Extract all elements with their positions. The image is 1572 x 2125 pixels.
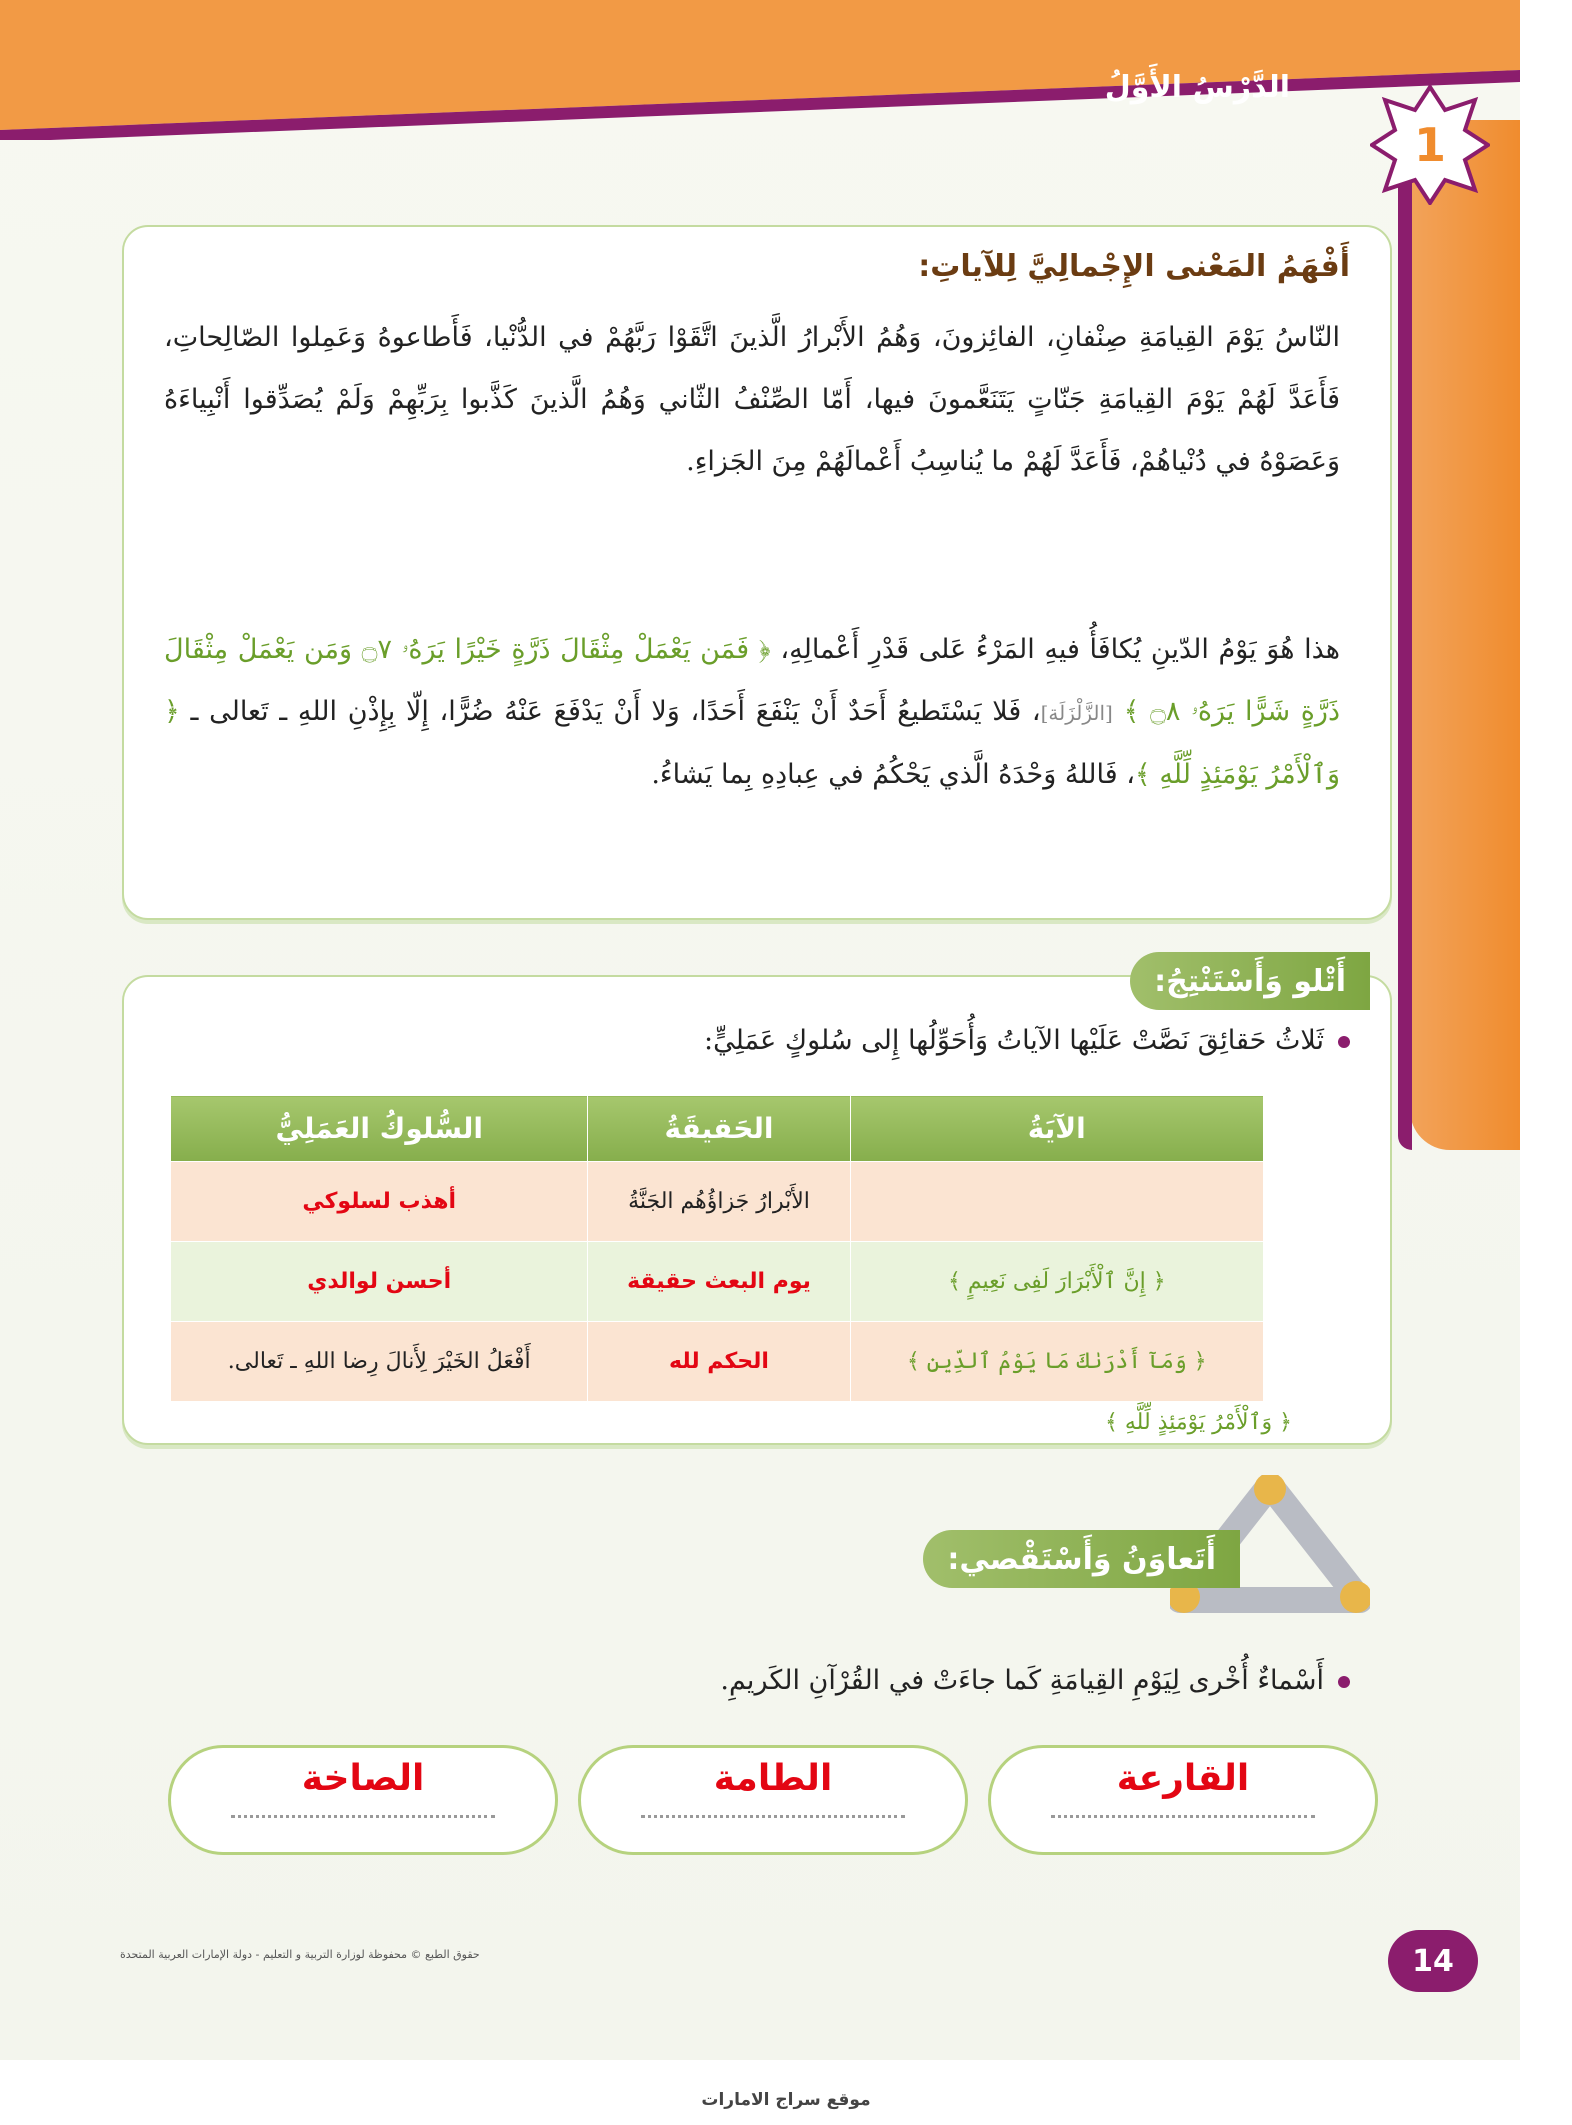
aya-cell: ﴿ إِنَّ ٱلْأَبْرَارَ لَفِى نَعِيمٍ ﴾ — [850, 1242, 1263, 1322]
table-row — [171, 1242, 1264, 1322]
recite-bullet — [704, 1025, 1350, 1056]
behavior-answer[interactable]: أهذب لسلوكي — [171, 1162, 588, 1242]
behavior-answer[interactable]: أحسن لوالدي — [171, 1242, 588, 1322]
answer-pill-1[interactable] — [988, 1745, 1378, 1855]
header-fact: الحَقيقَةُ — [588, 1096, 850, 1162]
cooperate-section-title: أَتَعاوَنُ وَأَسْتَقْصي: — [923, 1530, 1240, 1588]
fact-answer[interactable]: يوم البعث حقيقة — [588, 1242, 850, 1322]
paragraph2-part-b: ، فَلا يَسْتَطيعُ أَحَدٌ أَنْ يَنْفَعَ أَحَدًا، وَلا أَنْ يَدْفَعَ عَنْهُ ضُرًّا، إِلّا بِإِذْنِ اللهِ ـ تَعالى ـ — [190, 696, 1041, 727]
copyright-note: حقوق الطبع © محفوظة لوزارة التربية و التعليم - دولة الإمارات العربية المتحدة — [120, 1948, 480, 1961]
table-row — [171, 1162, 1264, 1242]
meaning-paragraph-2 — [164, 619, 1340, 806]
header-behavior: السُّلوكُ العَمَلِيُّ — [171, 1096, 588, 1162]
aya-cell: ﴿ وَمَآ أَدْرَىٰكَ مَا يَوْمُ ٱلدِّينِ ﴾ — [850, 1322, 1263, 1402]
answer-pill-3[interactable] — [168, 1745, 558, 1855]
site-footer: موقع سراج الامارات — [701, 2090, 871, 2110]
quran-verse-zalzala: ﴿ فَمَن يَعْمَلْ مِثْقَالَ ذَرَّةٍ خَيْرًا يَرَهُۥ ۝٧ وَمَن يَعْمَلْ مِثْقَالَ ذَرَّةٍ شَرًّا يَرَهُۥ ۝٨ ﴾ — [164, 634, 1340, 727]
side-orange-band — [1410, 120, 1520, 1150]
cooperate-bullet — [720, 1665, 1350, 1696]
fact-answer[interactable]: الحكم لله — [588, 1322, 850, 1402]
header-banner — [0, 0, 1520, 140]
answer-pill-2[interactable] — [578, 1745, 968, 1855]
bullet-dot-icon — [1338, 1676, 1350, 1688]
table-row — [171, 1322, 1264, 1402]
cooperate-bullet-text: أَسْماءٌ أُخْرى لِيَوْمِ القِيامَةِ كَما جاءَتْ في القُرْآنِ الكَريمِ. — [720, 1665, 1324, 1696]
lesson-title: الدَّرْسُ الأَوَّلُ — [1104, 70, 1290, 105]
facts-table — [170, 1095, 1264, 1402]
extra-aya: ﴿ وَٱلْأَمْرُ يَوْمَئِذٍ لِّلَّهِ ﴾ — [1105, 1410, 1292, 1435]
paragraph2-part-a: هذا هُوَ يَوْمُ الدّينِ يُكافَأُ فيهِ المَرْءُ عَلى قَدْرِ أَعْمالِهِ، — [780, 634, 1340, 665]
page-number: 14 — [1388, 1930, 1478, 1992]
meaning-section-title: أَفْهَمُ المَعْنى الإِجْمالِيَّ لِلآياتِ: — [918, 249, 1350, 284]
surah-reference: [الزَّلْزَلَة] — [1040, 701, 1113, 725]
recite-section-title: أَتْلو وَأَسْتَنْتِجُ: — [1130, 952, 1370, 1010]
lesson-number: 1 — [1414, 118, 1447, 172]
behavior-cell: أَفْعَلُ الخَيْرَ لِأَنالَ رِضا اللهِ ـ تَعالى. — [171, 1322, 588, 1402]
quran-verse-amr: ﴿ وَٱلْأَمْرُ يَوْمَئِذٍ لِّلَّهِ ﴾ — [164, 696, 1340, 790]
recite-bullet-text: ثَلاثُ حَقائِقَ نَصَّتْ عَلَيْها الآياتُ وَأُحَوِّلُها إِلى سُلوكٍ عَمَلِيٍّ: — [703, 1025, 1324, 1056]
bullet-dot-icon — [1338, 1036, 1350, 1048]
answer-text[interactable]: الطامة — [713, 1757, 833, 1799]
header-aya: الآيَةُ — [850, 1096, 1263, 1162]
meaning-section — [122, 225, 1392, 920]
paragraph2-part-c: ، فَاللهُ وَحْدَهُ الَّذي يَحْكُمُ في عِبادِهِ بِما يَشاءُ. — [651, 759, 1135, 790]
lesson-number-badge — [1370, 85, 1490, 205]
meaning-paragraph-1: النّاسُ يَوْمَ القِيامَةِ صِنْفانِ، الفائِزونَ، وَهُمُ الأَبْرارُ الَّذينَ اتَّقَوْا رَبَّهُمْ في الدُّنْيا، فَأَطاعوهُ وَعَمِلوا الصّالِحاتِ، فَأَعَدَّ لَهُمْ يَوْمَ القِيامَةِ جَنّاتٍ يَتَنَعَّمونَ فيها، أَمّا الصِّنْفُ الثّاني وَهُمُ الَّذينَ كَذَّبوا بِرَبِّهِمْ وَلَمْ يُصَدِّقوا أَنْبِياءَهُ وَعَصَوْهُ في دُنْياهُمْ، فَأَعَدَّ لَهُمْ ما يُناسِبُ أَعْمالَهُمْ مِنَ الجَزاءِ. — [164, 322, 1340, 477]
answer-text[interactable]: الصاخة — [301, 1757, 425, 1799]
answer-text[interactable]: القارعة — [1116, 1757, 1250, 1799]
fact-cell: الأَبْرارُ جَزاؤُهُم الجَنَّةُ — [588, 1162, 850, 1242]
aya-cell — [850, 1162, 1263, 1242]
